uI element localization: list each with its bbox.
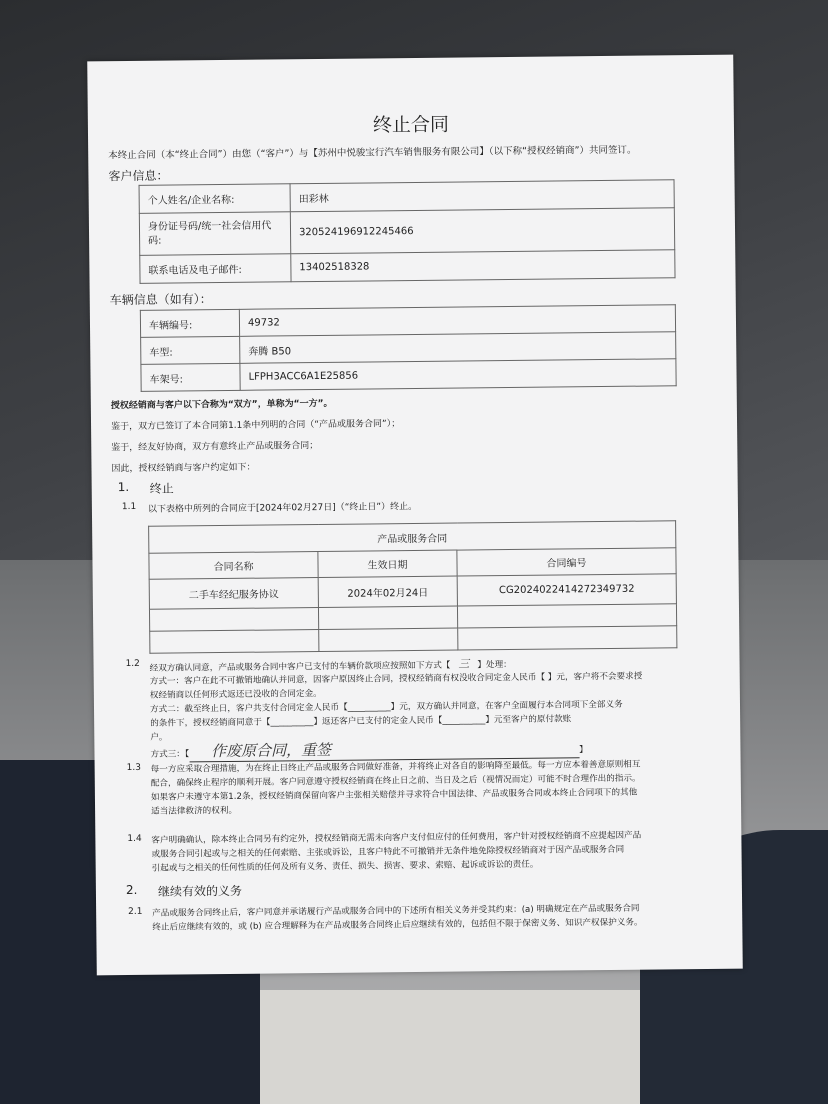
document-title: 终止合同 — [372, 113, 450, 137]
customer-name-value: 田彩林 — [290, 180, 674, 212]
header-contract-number: 合同编号 — [457, 548, 676, 576]
customer-phone-value: 13402518328 — [291, 250, 675, 282]
clause-1-2-line-7: 方式三：【 作废原合同，重签 】 — [150, 736, 587, 763]
vehicle-number-value: 49732 — [239, 305, 675, 337]
recital-intent: 鉴于，经友好协商，双方有意终止产品或服务合同； — [111, 441, 319, 454]
customer-phone-label: 联系电话及电子邮件: — [140, 254, 291, 284]
table-row — [139, 208, 674, 256]
clause-1-3-line-4: 适当法律救济的权利。 — [151, 805, 238, 817]
customer-id-value: 320524196912245466 — [290, 208, 674, 254]
recital-agreement: 因此，授权经销商与客户约定如下： — [111, 462, 256, 475]
clause-2-1-line-2: 终止后应继续有效的，或 (b) 应合理解释为在产品或服务合同终止后应继续有效的，包括但不限于保密义务、知识产权保护义务。 — [152, 917, 643, 933]
clause-2-1-line-1: 产品或服务合同终止后，客户同意并承诺履行产品或服务合同中的下述所有相关义务并受其约束：(a) 明确规定在产品或服务合同 — [152, 903, 640, 919]
vehicle-vin-value: LFPH3ACC6A1E25856 — [240, 359, 676, 391]
clause-1-2-line-3: 权经销商以任何形式返还已没收的合同定金。 — [149, 688, 322, 701]
table-row — [141, 359, 676, 392]
contract-table-caption: 产品或服务合同 — [149, 521, 676, 554]
clause-1-3-line-3: 如果客户未遵守本第1.2条，授权经销商保留向客户主张相关赔偿并寻求符合中国法律、产品或服务合同或本终止合同项下的其他 — [150, 787, 638, 803]
vehicle-vin-label: 车架号: — [141, 363, 240, 391]
cell-contract-number: CG2024022414272349732 — [457, 574, 676, 606]
clause-1-2-number: 1.2 — [125, 658, 140, 670]
clause-1-3-line-1: 每一方应采取合理措施，为在终止日终止产品或服务合同做好准备，并将终止对各自的影响降至最低。每一方应本着善意原则相互 — [150, 759, 641, 775]
clause-1-2-line-6: 户。 — [150, 732, 168, 743]
header-effective-date: 生效日期 — [318, 550, 457, 577]
clause-1-2-line-1: 经双方确认同意，产品或服务合同中客户已支付的车辆价款项应按照如下方式【 三 】处理： — [149, 657, 512, 674]
vehicle-section-heading: 车辆信息（如有）： — [109, 292, 212, 308]
section-2-title: 继续有效的义务 — [157, 883, 243, 899]
clause-1-4-line-2: 或服务合同引起或与之相关的任何索赔、主张或诉讼，且客户特此不可撤销并无条件地免除授权经销商对于因产品或服务合同 — [151, 844, 625, 860]
section-1-title: 终止 — [149, 481, 174, 496]
clause-1-3-line-2: 配合，确保终止程序的顺利开展。客户同意遵守授权经销商在终止日之前、当日及之后（视情况而定）可能不时合理作出的指示。 — [150, 773, 641, 789]
vehicle-info-table — [140, 304, 677, 392]
clause-1-2-line-4: 方式二：截至终止日，客户共支付合同定金人民币【__________】元，双方确认并同意，在客户全面履行本合同项下全部义务 — [149, 699, 623, 715]
customer-name-label: 个人姓名/企业名称: — [139, 184, 290, 214]
customer-id-label: 身份证号码/统一社会信用代码: — [139, 212, 290, 256]
clause-1-4-line-3: 引起或与之相关的任何性质的任何及所有义务、责任、损失、损害、要求、索赔、起诉或诉讼的责任。 — [151, 859, 539, 874]
recital-parties: 授权经销商与客户以下合称为“双方”，单称为“一方”。 — [110, 398, 333, 412]
section-2-number: 2. — [125, 882, 138, 898]
clause-1-2-line-2: 方式一：客户在此不可撤销地确认并同意，因客户原因终止合同，授权经销商有权没收合同定金人民币【 】元，客户将不会要求授 — [149, 671, 643, 687]
vehicle-model-label: 车型: — [141, 336, 240, 364]
cell-effective-date: 2024年02月24日 — [318, 576, 457, 607]
handwritten-option-mark: 三 — [458, 657, 470, 671]
clause-1-4-line-1: 客户明确确认，除本终止合同另有约定外，授权经销商无需未向客户支付但应付的任何费用，客户针对授权经销商不应提起因产品 — [151, 830, 642, 846]
clause-2-1-number: 2.1 — [128, 906, 143, 918]
table-row — [150, 626, 677, 654]
recital-contract: 鉴于，双方已签订了本合同第1.1条中列明的合同（“产品或服务合同”）； — [111, 419, 401, 433]
clause-1-4-number: 1.4 — [127, 833, 142, 845]
clause-1-1-text: 以下表格中所列的合同应于[2024年02月27日]（“终止日”）终止。 — [147, 501, 418, 515]
document-page — [87, 55, 743, 976]
intro-paragraph: 本终止合同（本“终止合同”）由您（“客户”）与【苏州中悦骏宝行汽车销售服务有限公司】（以下称“授权经销商”）共同签订。 — [108, 144, 637, 162]
clause-1-2-line-5: 的条件下，授权经销商同意于【__________】返还客户已支付的定金人民币【__________】元至客户的原付款账 — [150, 714, 572, 729]
customer-section-heading: 客户信息： — [108, 168, 169, 184]
customer-info-table — [139, 179, 676, 284]
vehicle-number-label: 车辆编号: — [140, 309, 239, 337]
handwritten-reason: 作废原合同，重签 — [211, 740, 332, 761]
table-row — [140, 250, 675, 284]
section-1-number: 1. — [117, 479, 130, 495]
header-contract-name: 合同名称 — [149, 552, 318, 580]
cell-contract-name: 二手车经纪服务协议 — [149, 578, 318, 610]
vehicle-model-value: 奔腾 B50 — [240, 332, 676, 364]
clause-1-3-number: 1.3 — [126, 762, 142, 774]
clause-1-1-number: 1.1 — [121, 501, 137, 513]
contract-table — [148, 520, 677, 654]
